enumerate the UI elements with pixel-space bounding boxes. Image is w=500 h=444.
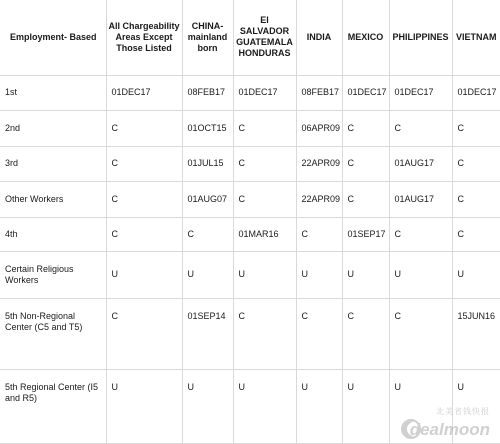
table-cell: C <box>106 146 182 181</box>
table-cell: C <box>342 298 389 369</box>
table-cell: U <box>389 251 452 298</box>
table-cell: 01DEC17 <box>452 75 500 110</box>
table-cell: 01JUL15 <box>182 146 233 181</box>
table-cell: C <box>342 110 389 146</box>
table-cell: C <box>106 181 182 217</box>
header-el-salvador: El SALVADOR GUATEMALA HONDURAS <box>233 0 296 75</box>
table-cell: C <box>233 146 296 181</box>
row-category: Certain Religious Workers <box>0 251 106 298</box>
table-cell: C <box>342 181 389 217</box>
row-category: 2nd <box>0 110 106 146</box>
table-row <box>0 146 500 181</box>
header-all-chargeability: All Chargeability Areas Except Those Listed <box>106 0 182 75</box>
table-cell: C <box>106 298 182 369</box>
table-cell: 01SEP17 <box>342 217 389 251</box>
table-cell: C <box>182 217 233 251</box>
table-cell: C <box>389 217 452 251</box>
table-cell: C <box>106 217 182 251</box>
table-cell: C <box>296 298 342 369</box>
table-cell: 01AUG07 <box>182 181 233 217</box>
table-row <box>0 181 500 217</box>
row-category: 5th Non-Regional Center (C5 and T5) <box>0 298 106 369</box>
table-cell: C <box>233 181 296 217</box>
table-header-row <box>0 0 500 75</box>
table-row <box>0 298 500 369</box>
table-cell: C <box>452 217 500 251</box>
table-cell: C <box>296 217 342 251</box>
table-cell: U <box>452 369 500 443</box>
table-cell: 01DEC17 <box>233 75 296 110</box>
table-cell: C <box>106 110 182 146</box>
table-cell: U <box>233 251 296 298</box>
table-cell: 01AUG17 <box>389 146 452 181</box>
table-cell: 01DEC17 <box>342 75 389 110</box>
table-row <box>0 75 500 110</box>
table-row <box>0 110 500 146</box>
table-cell: C <box>342 146 389 181</box>
header-vietnam: VIETNAM <box>452 0 500 75</box>
table-cell: U <box>296 369 342 443</box>
row-category: 1st <box>0 75 106 110</box>
table-cell: 01MAR16 <box>233 217 296 251</box>
table-cell: U <box>452 251 500 298</box>
table-cell: C <box>452 181 500 217</box>
table-cell: 01AUG17 <box>389 181 452 217</box>
table-cell: 01DEC17 <box>389 75 452 110</box>
row-category: Other Workers <box>0 181 106 217</box>
header-india: INDIA <box>296 0 342 75</box>
table-cell: C <box>452 146 500 181</box>
table-cell: 08FEB17 <box>296 75 342 110</box>
table-cell: C <box>389 298 452 369</box>
table-cell: 01OCT15 <box>182 110 233 146</box>
table-cell: U <box>389 369 452 443</box>
row-category: 4th <box>0 217 106 251</box>
table-cell: 08FEB17 <box>182 75 233 110</box>
table-cell: U <box>182 369 233 443</box>
dealmoon-watermark <box>400 406 494 440</box>
table-cell: U <box>182 251 233 298</box>
table-cell: C <box>452 110 500 146</box>
table-cell: 01DEC17 <box>106 75 182 110</box>
watermark-en-text: dealmoon <box>409 420 490 439</box>
table-cell: C <box>233 298 296 369</box>
table-cell: U <box>296 251 342 298</box>
table-cell: 01SEP14 <box>182 298 233 369</box>
header-mexico: MEXICO <box>342 0 389 75</box>
table-cell: 06APR09 <box>296 110 342 146</box>
table-cell: C <box>233 110 296 146</box>
table-cell: U <box>106 251 182 298</box>
table-cell: C <box>389 110 452 146</box>
table-cell: U <box>342 369 389 443</box>
table-cell: 22APR09 <box>296 181 342 217</box>
table-cell: U <box>342 251 389 298</box>
header-philippines: PHILIPPINES <box>389 0 452 75</box>
table-cell: U <box>106 369 182 443</box>
table-cell: 15JUN16 <box>452 298 500 369</box>
table-cell: U <box>233 369 296 443</box>
row-category: 3rd <box>0 146 106 181</box>
header-employment-based: Employment- Based <box>0 0 106 75</box>
table-row <box>0 217 500 251</box>
table-cell: 22APR09 <box>296 146 342 181</box>
watermark-cn-text: 北美省钱快报 <box>436 407 490 416</box>
row-category: 5th Regional Center (I5 and R5) <box>0 369 106 443</box>
header-china: CHINA-mainland born <box>182 0 233 75</box>
table-row <box>0 251 500 298</box>
